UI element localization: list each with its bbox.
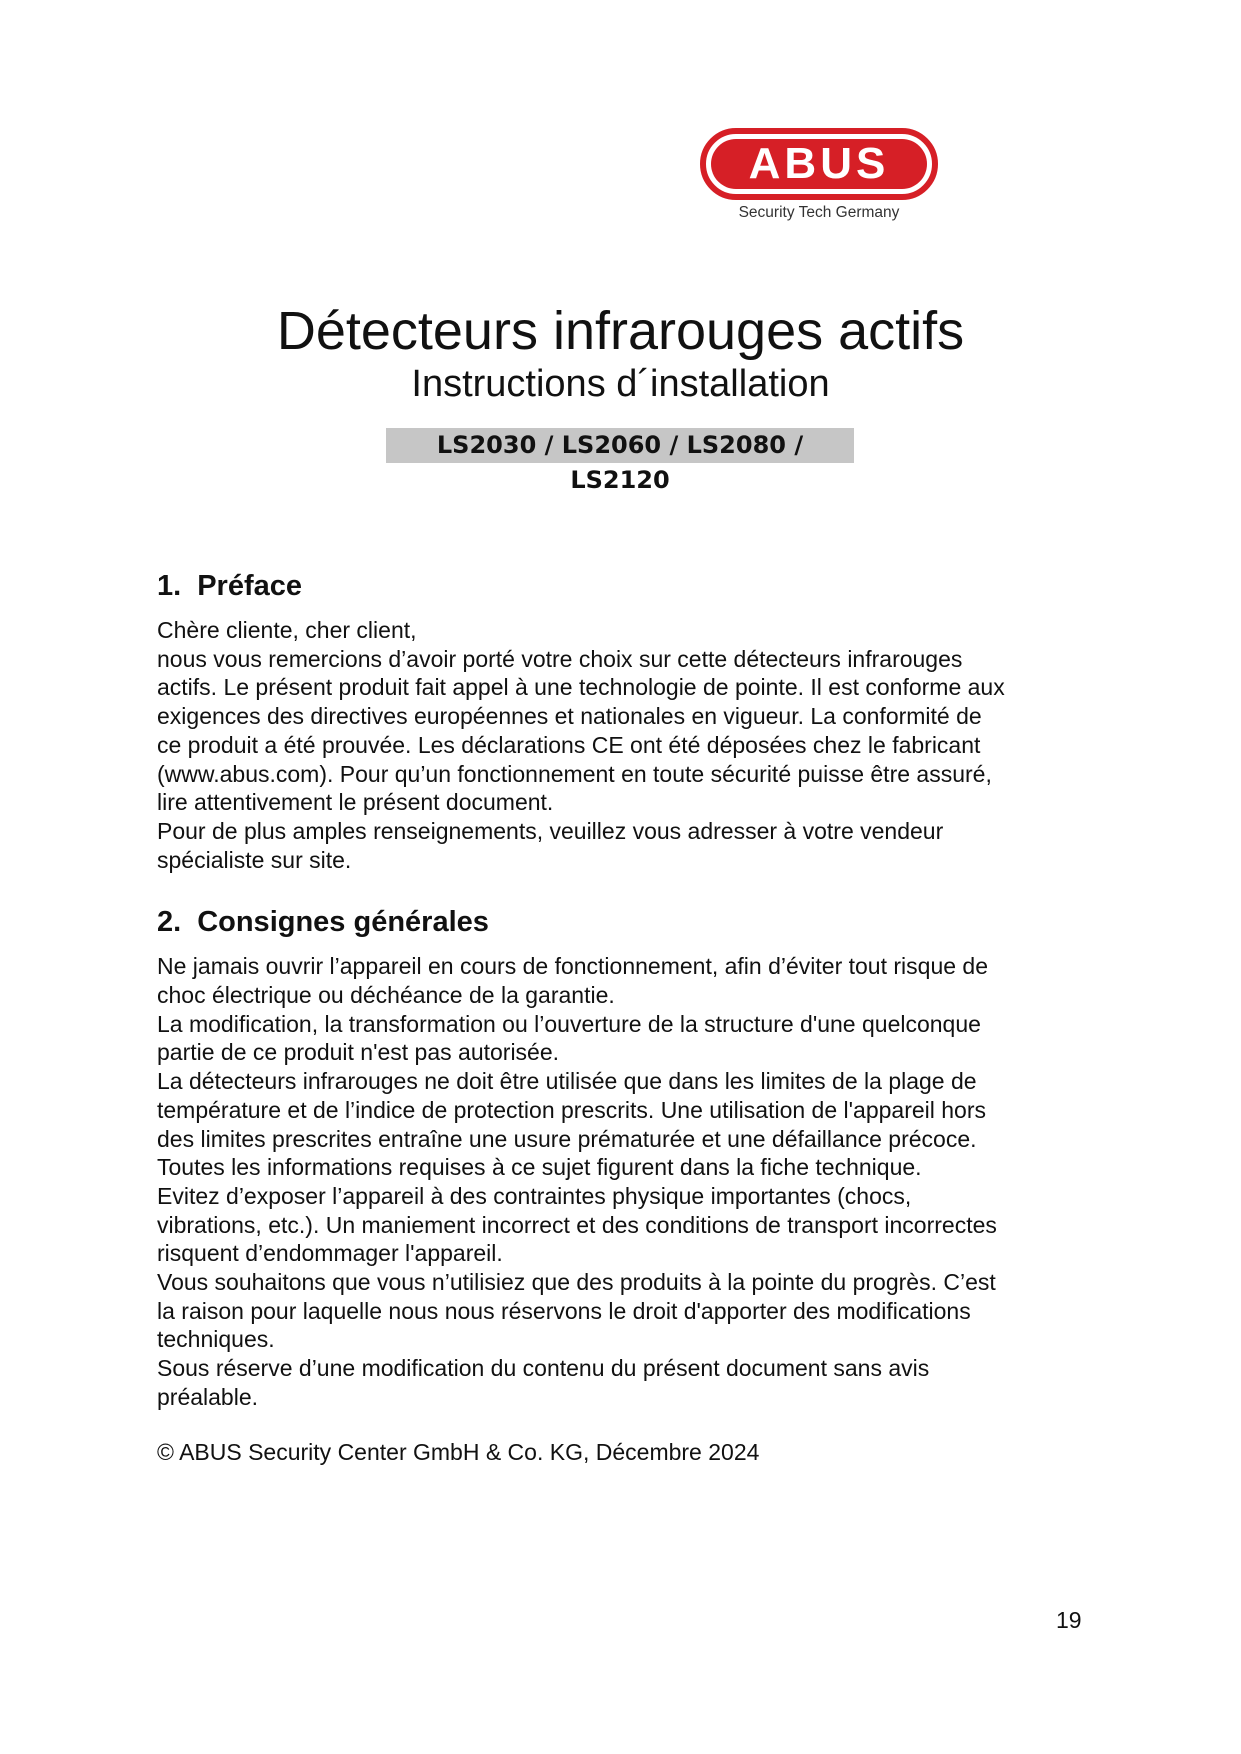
text-line: Evitez d’exposer l’appareil à des contraintes physique importantes (chocs,: [157, 1182, 912, 1209]
section-preface: [157, 568, 1097, 874]
text-line: ce produit a été prouvée. Les déclarations CE ont été déposées chez le fabricant: [157, 731, 981, 758]
section-text: [157, 616, 1097, 874]
brand-logo: [696, 128, 942, 222]
section-general-instructions: [157, 904, 1097, 1411]
copyright-notice: © ABUS Security Center GmbH & Co. KG, Décembre 2024: [157, 1438, 760, 1465]
document-title: Détecteurs infrarouges actifs: [276, 301, 965, 361]
document-subtitle: Instructions d´installation: [411, 363, 830, 405]
text-line: partie de ce produit n'est pas autorisée.: [157, 1039, 560, 1066]
section-number: 2.: [157, 906, 182, 939]
text-line: Sous réserve d’une modification du contenu du présent document sans avis: [157, 1355, 930, 1382]
text-line: La détecteurs infrarouges ne doit être utilisée que dans les limites de la plage de: [157, 1068, 977, 1095]
text-line: Vous souhaitons que vous n’utilisiez que des produits à la pointe du progrès. C’est: [157, 1269, 996, 1296]
text-line: La modification, la transformation ou l’ouverture de la structure d'une quelconque: [157, 1010, 981, 1037]
model-numbers-banner: LS2030 / LS2060 / LS2080 / LS2120: [386, 428, 854, 463]
document-body: [157, 568, 1097, 1466]
brand-tagline: Security Tech Germany: [738, 204, 900, 221]
text-line: Ne jamais ouvrir l’appareil en cours de fonctionnement, afin d’éviter tout risque de: [157, 953, 988, 980]
text-line: des limites prescrites entraîne une usure prématurée et une défaillance précoce.: [157, 1125, 977, 1152]
section-title: Préface: [197, 570, 302, 602]
text-line: vibrations, etc.). Un maniement incorrect et des conditions de transport incorrectes: [157, 1211, 997, 1238]
section-heading: [157, 904, 1097, 940]
text-line: nous vous remercions d’avoir porté votre choix sur cette détecteurs infrarouges: [157, 645, 963, 672]
text-line: exigences des directives européennes et nationales en vigueur. La conformité de: [157, 703, 982, 730]
abus-logo-badge: [700, 128, 938, 200]
section-number: 1.: [157, 570, 182, 602]
text-line: Pour de plus amples renseignements, veuillez vous adresser à votre vendeur: [157, 817, 944, 844]
text-line: risquent d’endommager l'appareil.: [157, 1240, 503, 1267]
text-line: préalable.: [157, 1383, 259, 1410]
brand-name: ABUS: [711, 139, 927, 189]
text-line: techniques.: [157, 1326, 275, 1353]
section-title: Consignes générales: [197, 906, 489, 939]
text-line: la raison pour laquelle nous nous réservons le droit d'apporter des modifications: [157, 1297, 971, 1324]
text-line: choc électrique ou déchéance de la garantie.: [157, 982, 615, 1009]
text-line: Toutes les informations requises à ce sujet figurent dans la fiche technique.: [157, 1154, 922, 1181]
text-line: lire attentivement le présent document.: [157, 789, 554, 816]
text-line: température et de l’indice de protection prescrits. Une utilisation de l'appareil hors: [157, 1096, 986, 1123]
text-line: spécialiste sur site.: [157, 846, 352, 873]
section-text: [157, 952, 1097, 1411]
section-heading: [157, 568, 1097, 604]
text-line: (www.abus.com). Pour qu’un fonctionnement en toute sécurité puisse être assuré,: [157, 760, 992, 787]
text-line: actifs. Le présent produit fait appel à une technologie de pointe. Il est conforme aux: [157, 674, 1005, 701]
page-number: 19: [1056, 1607, 1082, 1633]
text-line: Chère cliente, cher client,: [157, 617, 417, 643]
